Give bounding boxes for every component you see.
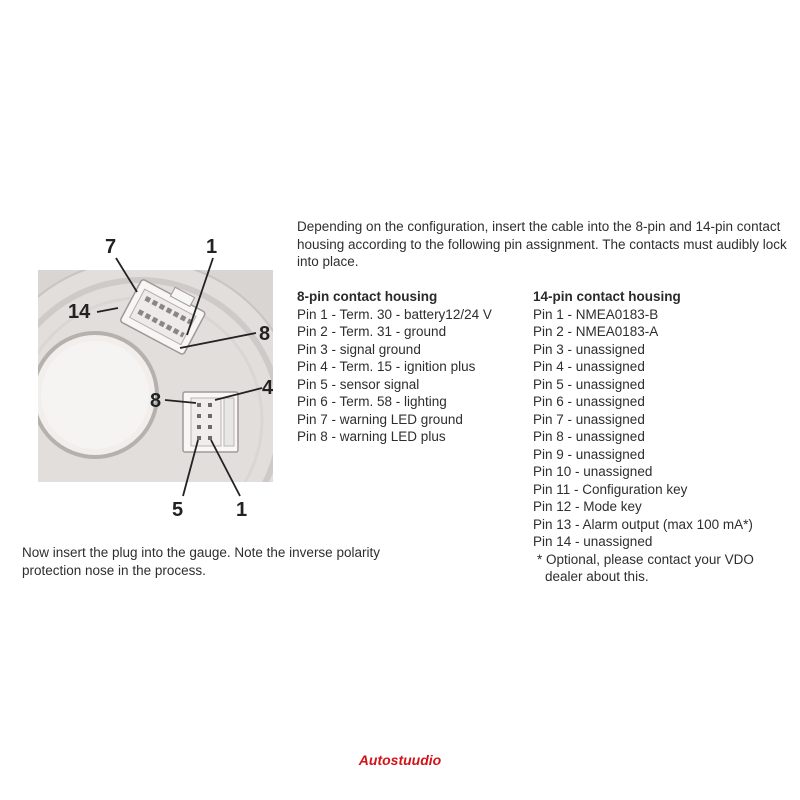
pin8-item: Pin 3 - signal ground bbox=[297, 341, 421, 357]
callout-line-5 bbox=[183, 440, 198, 496]
pin14-item: Pin 11 - Configuration key bbox=[533, 481, 688, 497]
callout-8-right: 8 bbox=[259, 323, 271, 345]
pin14-item: Pin 1 - NMEA0183-B bbox=[533, 306, 659, 322]
pin14-item: Pin 2 - NMEA0183-A bbox=[533, 324, 659, 339]
pin8-item: Pin 2 - Term. 31 - ground bbox=[297, 324, 447, 339]
intro-paragraph: Depending on the configuration, insert the cable into the 8-pin and 14-pin contact housing according to the following pin assignment. The contacts must audibly lock into place. bbox=[297, 219, 787, 269]
callout-7: 7 bbox=[105, 236, 117, 258]
pin8-title: 8-pin contact housing bbox=[297, 289, 438, 304]
pin8-item: Pin 7 - warning LED ground bbox=[297, 411, 463, 427]
pin14-item: Pin 4 - unassigned bbox=[533, 359, 645, 374]
pin8-item: Pin 8 - warning LED plus bbox=[297, 429, 446, 444]
footnote-line-2: dealer about this. bbox=[545, 569, 649, 584]
pin14-item: Pin 8 - unassigned bbox=[533, 429, 645, 444]
pin14-item: Pin 13 - Alarm output (max 100 mA*) bbox=[533, 516, 753, 532]
callout-5: 5 bbox=[172, 499, 184, 521]
pin8-item: Pin 6 - Term. 58 - lighting bbox=[297, 394, 447, 409]
pin14-item: Pin 12 - Mode key bbox=[533, 499, 642, 514]
pin14-item: Pin 14 - unassigned bbox=[533, 534, 653, 549]
plug-instruction: Now insert the plug into the gauge. Note the inverse polarity protection nose in the process. bbox=[22, 545, 380, 578]
callout-1-top: 1 bbox=[206, 236, 218, 258]
brand-watermark: Autostuudio bbox=[358, 752, 442, 768]
callout-14: 14 bbox=[68, 301, 91, 323]
callout-8-left: 8 bbox=[150, 390, 162, 412]
pin14-item: Pin 6 - unassigned bbox=[533, 394, 645, 409]
pin8-section bbox=[297, 288, 492, 446]
pin14-section bbox=[533, 288, 754, 586]
pin8-item: Pin 4 - Term. 15 - ignition plus bbox=[297, 359, 476, 374]
pin14-title: 14-pin contact housing bbox=[533, 289, 681, 304]
pin14-item: Pin 5 - unassigned bbox=[533, 376, 645, 392]
footnote-line-1: * Optional, please contact your VDO bbox=[537, 551, 754, 567]
callout-line-7 bbox=[116, 258, 137, 292]
pin8-item: Pin 1 - Term. 30 - battery12/24 V bbox=[297, 306, 492, 322]
pin14-item: Pin 3 - unassigned bbox=[533, 341, 645, 357]
pin14-item: Pin 9 - unassigned bbox=[533, 446, 645, 462]
callout-1-bottom: 1 bbox=[236, 499, 248, 521]
pin14-item: Pin 7 - unassigned bbox=[533, 411, 645, 427]
callout-line-4 bbox=[215, 388, 262, 400]
callout-line-14 bbox=[97, 308, 118, 312]
callout-4: 4 bbox=[262, 377, 274, 399]
callout-line-1-top bbox=[187, 258, 213, 335]
callout-line-8-right bbox=[180, 333, 256, 348]
callout-line-1-bottom bbox=[211, 440, 240, 496]
pin8-item: Pin 5 - sensor signal bbox=[297, 376, 420, 392]
callout-line-8-left bbox=[165, 400, 196, 403]
pin14-item: Pin 10 - unassigned bbox=[533, 464, 653, 479]
